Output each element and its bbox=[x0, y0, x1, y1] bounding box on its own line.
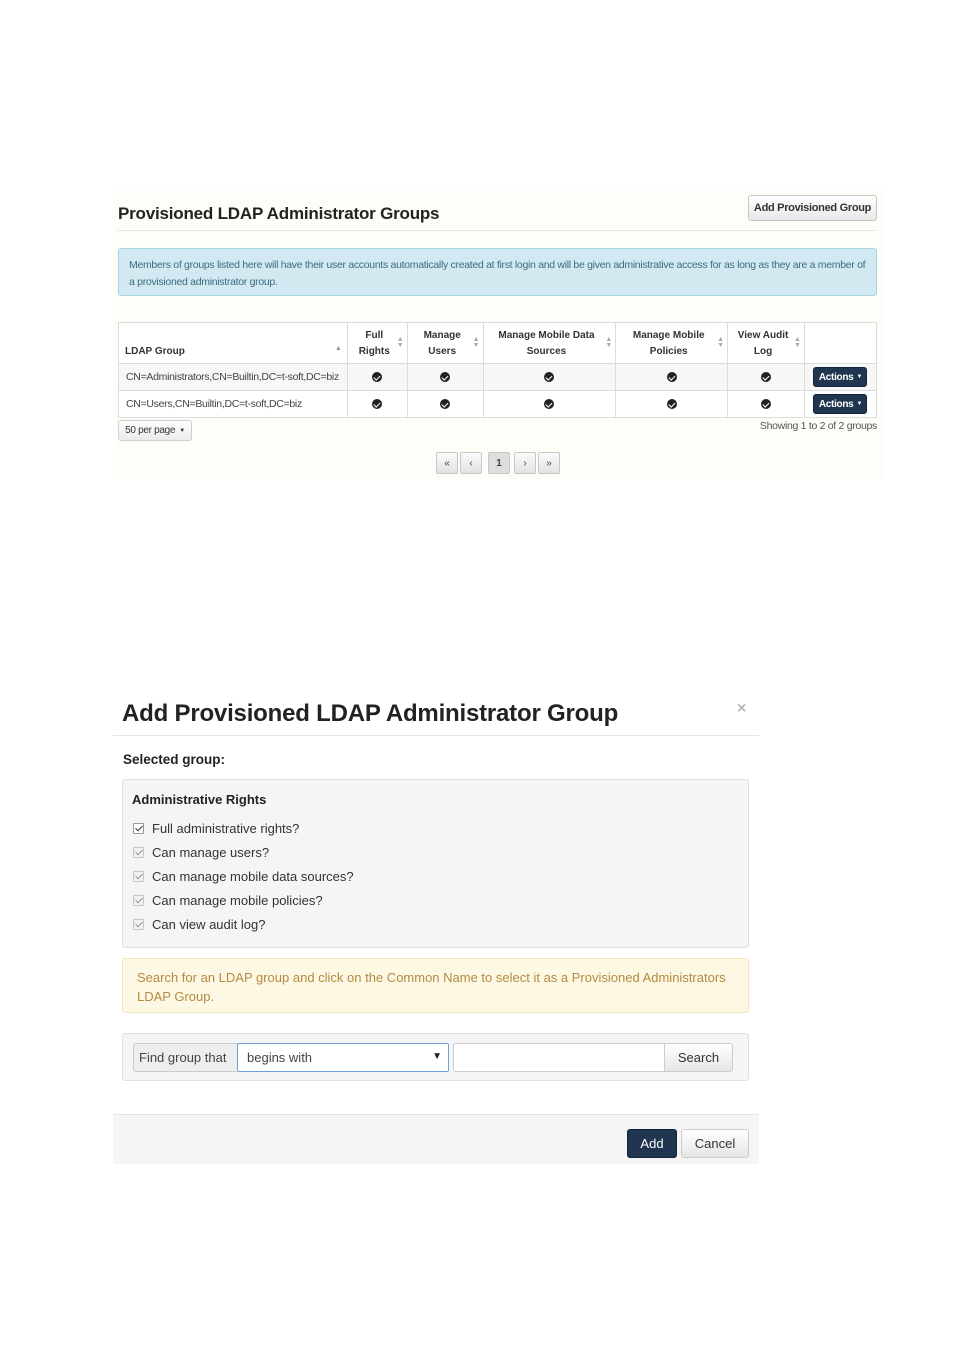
column-label: Rights bbox=[358, 346, 390, 357]
view-audit-log-checkbox-row[interactable] bbox=[133, 917, 265, 932]
column-header-view-audit-log[interactable] bbox=[728, 323, 805, 364]
find-group-label: Find group that bbox=[133, 1043, 237, 1072]
manage-users-checkbox[interactable] bbox=[133, 847, 144, 858]
per-page-label: 50 per page bbox=[125, 425, 176, 436]
sort-asc-icon: ▲ bbox=[334, 345, 342, 352]
modal-title: Add Provisioned LDAP Administrator Group bbox=[122, 700, 619, 727]
cancel-button[interactable]: Cancel bbox=[681, 1129, 749, 1158]
caret-down-icon: ▼ bbox=[856, 374, 863, 380]
table-header-row bbox=[119, 323, 877, 364]
pagination bbox=[436, 452, 562, 474]
info-alert: Members of groups listed here will have their user accounts automatically created at first login and will be given administrative access for as long as they are a member of a provisioned administrator group. bbox=[118, 248, 877, 296]
view-audit-log-checkbox[interactable] bbox=[133, 919, 144, 930]
title-divider bbox=[118, 230, 877, 231]
sort-icon: ▲ ▼ bbox=[472, 336, 480, 349]
group-search-input[interactable] bbox=[453, 1043, 665, 1072]
modal-header-divider bbox=[113, 735, 759, 736]
column-label: Full bbox=[365, 330, 384, 341]
page-number-button[interactable]: 1 bbox=[488, 452, 510, 474]
actions-label: Actions bbox=[818, 371, 854, 383]
sort-icon: ▲ ▼ bbox=[717, 336, 725, 349]
actions-dropdown-button[interactable] bbox=[813, 367, 867, 387]
checkbox-label: Can manage mobile data sources? bbox=[152, 869, 354, 884]
search-hint-alert: Search for an LDAP group and click on the Common Name to select it as a Provisioned Administrators LDAP Group. bbox=[122, 958, 749, 1013]
check-circle-icon bbox=[440, 372, 450, 382]
check-circle-icon bbox=[440, 399, 450, 409]
column-label: View Audit bbox=[737, 330, 789, 341]
actions-dropdown-button[interactable] bbox=[813, 394, 867, 414]
caret-down-icon: ▼ bbox=[179, 427, 185, 434]
manage-users-checkbox-row[interactable] bbox=[133, 845, 269, 860]
add-group-modal bbox=[113, 690, 759, 1164]
manage-policies-checkbox-row[interactable] bbox=[133, 893, 323, 908]
caret-down-icon: ▼ bbox=[856, 401, 863, 407]
checkbox-label: Can manage mobile policies? bbox=[152, 893, 323, 908]
column-header-manage-mobile-data-sources[interactable] bbox=[483, 323, 616, 364]
previous-page-icon[interactable]: ‹ bbox=[460, 452, 482, 474]
page-title: Provisioned LDAP Administrator Groups bbox=[118, 204, 440, 223]
per-page-dropdown[interactable] bbox=[118, 420, 192, 441]
full-rights-checkbox-row[interactable] bbox=[133, 821, 299, 836]
check-circle-icon bbox=[544, 372, 554, 382]
match-mode-value: begins with bbox=[247, 1050, 313, 1065]
column-label: Log bbox=[753, 346, 773, 357]
check-circle-icon bbox=[372, 399, 382, 409]
column-header-full-rights[interactable] bbox=[347, 323, 407, 364]
modal-footer bbox=[113, 1114, 759, 1164]
add-button[interactable]: Add bbox=[627, 1129, 677, 1158]
column-label: Users bbox=[428, 346, 457, 357]
sort-icon: ▲ ▼ bbox=[605, 336, 613, 349]
checkbox-label: Can view audit log? bbox=[152, 917, 266, 932]
column-header-manage-mobile-policies[interactable] bbox=[616, 323, 728, 364]
column-label: Manage Mobile Data bbox=[498, 330, 595, 341]
column-label: Sources bbox=[526, 346, 567, 357]
check-circle-icon bbox=[372, 372, 382, 382]
selected-group-label: Selected group: bbox=[123, 752, 226, 767]
column-label: Policies bbox=[649, 346, 688, 357]
close-icon[interactable]: × bbox=[737, 700, 747, 717]
column-header-manage-users[interactable] bbox=[407, 323, 483, 364]
checkbox-label: Full administrative rights? bbox=[152, 821, 300, 836]
column-header-actions bbox=[804, 323, 876, 364]
column-label: Manage Mobile bbox=[632, 330, 705, 341]
match-mode-select[interactable] bbox=[237, 1043, 449, 1072]
full-rights-checkbox[interactable] bbox=[133, 823, 144, 834]
sort-icon: ▲ ▼ bbox=[396, 336, 404, 349]
group-search-bar bbox=[122, 1033, 749, 1081]
provisioned-groups-panel bbox=[113, 190, 883, 480]
check-circle-icon bbox=[761, 399, 771, 409]
column-label: LDAP Group bbox=[125, 346, 185, 357]
ldap-group-cell: CN=Users,CN=Builtin,DC=t-soft,DC=biz bbox=[119, 391, 348, 418]
check-circle-icon bbox=[667, 399, 677, 409]
column-header-ldap-group[interactable] bbox=[119, 323, 348, 364]
groups-table bbox=[118, 322, 877, 418]
check-circle-icon bbox=[544, 399, 554, 409]
sort-icon: ▲ ▼ bbox=[793, 336, 801, 349]
last-page-icon[interactable]: » bbox=[538, 452, 560, 474]
manage-data-sources-checkbox[interactable] bbox=[133, 871, 144, 882]
add-provisioned-group-button[interactable]: Add Provisioned Group bbox=[748, 195, 877, 221]
showing-count: Showing 1 to 2 of 2 groups bbox=[759, 420, 877, 432]
search-button[interactable]: Search bbox=[664, 1043, 733, 1072]
table-row bbox=[119, 391, 877, 418]
column-label: Manage bbox=[423, 330, 461, 341]
manage-data-sources-checkbox-row[interactable] bbox=[133, 869, 354, 884]
actions-label: Actions bbox=[818, 398, 854, 410]
check-circle-icon bbox=[761, 372, 771, 382]
ldap-group-cell: CN=Administrators,CN=Builtin,DC=t-soft,DC=biz bbox=[119, 364, 348, 391]
table-row bbox=[119, 364, 877, 391]
check-circle-icon bbox=[667, 372, 677, 382]
next-page-icon[interactable]: › bbox=[514, 452, 536, 474]
rights-title: Administrative Rights bbox=[132, 792, 267, 807]
administrative-rights-panel bbox=[122, 779, 749, 948]
first-page-icon[interactable]: « bbox=[436, 452, 458, 474]
caret-down-icon: ▼ bbox=[432, 1051, 442, 1062]
manage-policies-checkbox[interactable] bbox=[133, 895, 144, 906]
checkbox-label: Can manage users? bbox=[152, 845, 270, 860]
